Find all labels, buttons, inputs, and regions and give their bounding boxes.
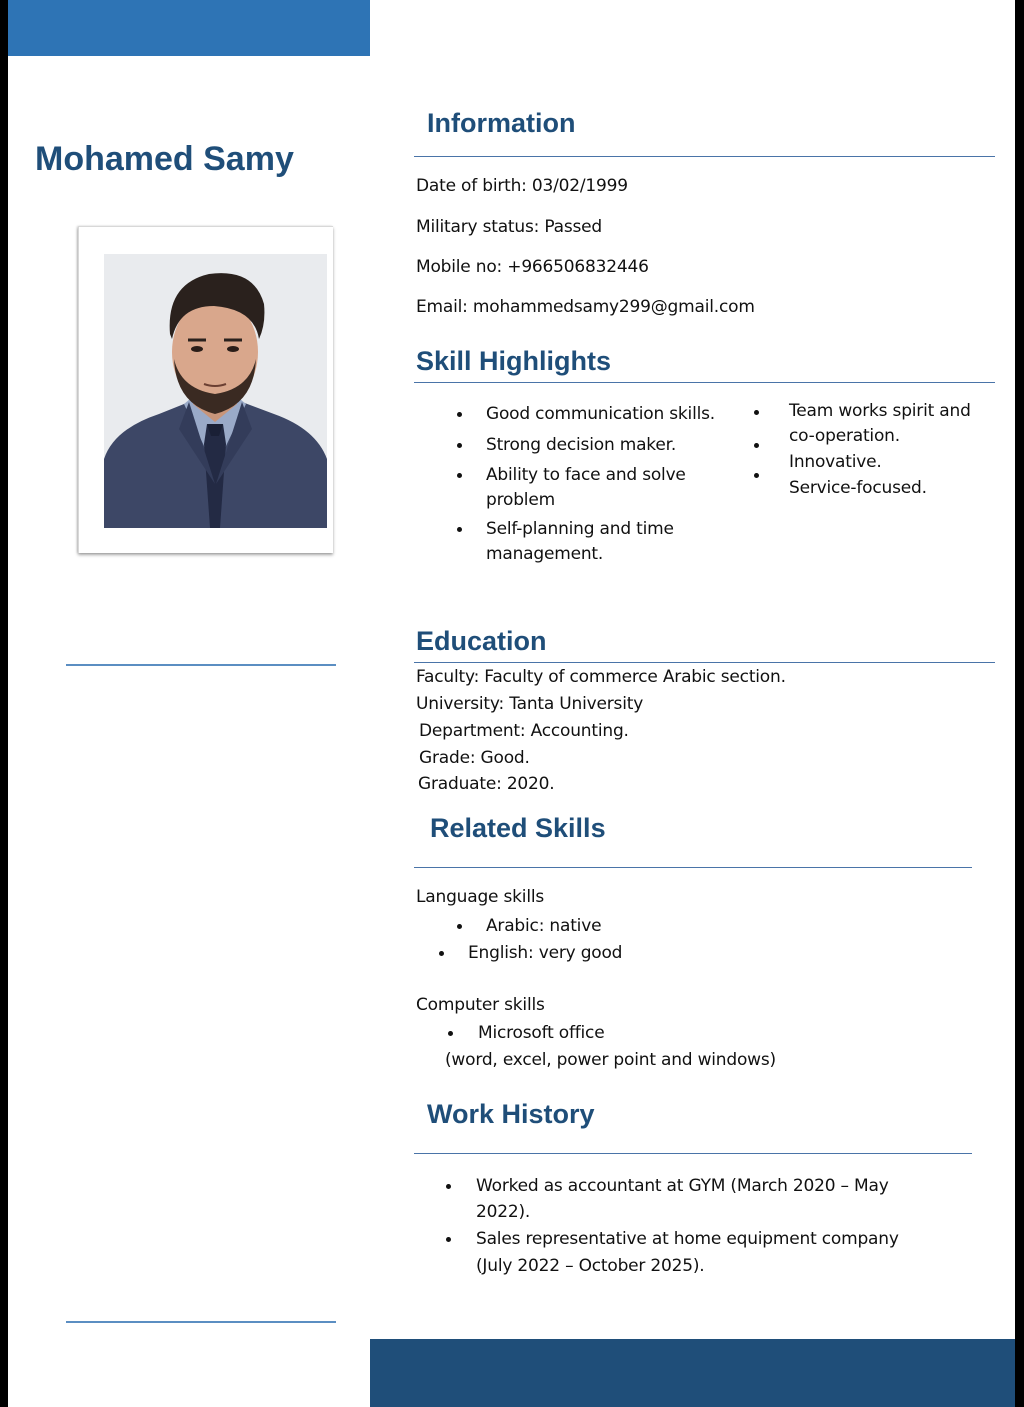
mobile-number: Mobile no: +966506832446 xyxy=(416,257,649,277)
bullet xyxy=(754,443,759,448)
skill-item-continued: management. xyxy=(486,544,604,564)
bullet xyxy=(448,1031,453,1036)
language-item: English: very good xyxy=(468,943,623,963)
work-history-heading: Work History xyxy=(427,1099,595,1129)
bullet xyxy=(446,1237,451,1242)
language-item: Arabic: native xyxy=(486,916,602,936)
bullet xyxy=(457,924,462,929)
skill-item: Service-focused. xyxy=(789,478,927,498)
education-university: University: Tanta University xyxy=(416,694,644,714)
skill-item: Good communication skills. xyxy=(486,404,715,424)
related-skills-rule xyxy=(414,867,972,868)
skill-highlights-heading: Skill Highlights xyxy=(416,346,612,376)
left-divider-1 xyxy=(66,664,336,666)
skill-item-continued: co-operation. xyxy=(789,426,900,446)
top-accent-bar xyxy=(8,0,370,56)
bullet xyxy=(457,473,462,478)
skill-highlights-rule xyxy=(414,382,995,383)
information-heading: Information xyxy=(427,108,576,138)
resume-page xyxy=(8,0,1015,1407)
skill-item: Strong decision maker. xyxy=(486,435,677,455)
bullet xyxy=(457,443,462,448)
portrait-image xyxy=(104,254,327,528)
skill-item-continued: problem xyxy=(486,490,555,510)
military-status: Military status: Passed xyxy=(416,217,603,237)
skill-item: Team works spirit and xyxy=(789,401,971,421)
work-item-continued: 2022). xyxy=(476,1202,531,1222)
work-item: Worked as accountant at GYM (March 2020 – May xyxy=(476,1176,889,1196)
education-department: Department: Accounting. xyxy=(419,721,629,741)
left-divider-2 xyxy=(66,1321,336,1323)
education-heading: Education xyxy=(416,626,547,656)
education-graduate: Graduate: 2020. xyxy=(418,774,555,794)
work-history-rule xyxy=(414,1153,972,1154)
information-rule xyxy=(414,156,995,157)
computer-item: Microsoft office xyxy=(478,1023,605,1043)
computer-item-detail: (word, excel, power point and windows) xyxy=(445,1050,776,1070)
computer-skills-label: Computer skills xyxy=(416,995,545,1015)
work-item-continued: (July 2022 – October 2025). xyxy=(476,1256,705,1276)
skill-item: Ability to face and solve xyxy=(486,465,686,485)
photo-frame xyxy=(78,226,333,553)
bullet xyxy=(439,951,444,956)
date-of-birth: Date of birth: 03/02/1999 xyxy=(416,176,628,196)
education-grade: Grade: Good. xyxy=(419,748,530,768)
skill-item: Self-planning and time xyxy=(486,519,674,539)
email-address: Email: mohammedsamy299@gmail.com xyxy=(416,297,755,317)
bottom-accent-bar xyxy=(370,1339,1015,1407)
bullet xyxy=(457,412,462,417)
bullet xyxy=(754,410,759,415)
bullet xyxy=(754,473,759,478)
bullet xyxy=(457,527,462,532)
bullet xyxy=(446,1184,451,1189)
profile-photo xyxy=(104,254,327,528)
candidate-name: Mohamed Samy xyxy=(35,140,294,178)
related-skills-heading: Related Skills xyxy=(430,813,606,843)
education-rule xyxy=(414,662,995,663)
work-item: Sales representative at home equipment company xyxy=(476,1229,899,1249)
skill-item: Innovative. xyxy=(789,452,882,472)
language-skills-label: Language skills xyxy=(416,887,545,907)
education-faculty: Faculty: Faculty of commerce Arabic section. xyxy=(416,667,786,687)
